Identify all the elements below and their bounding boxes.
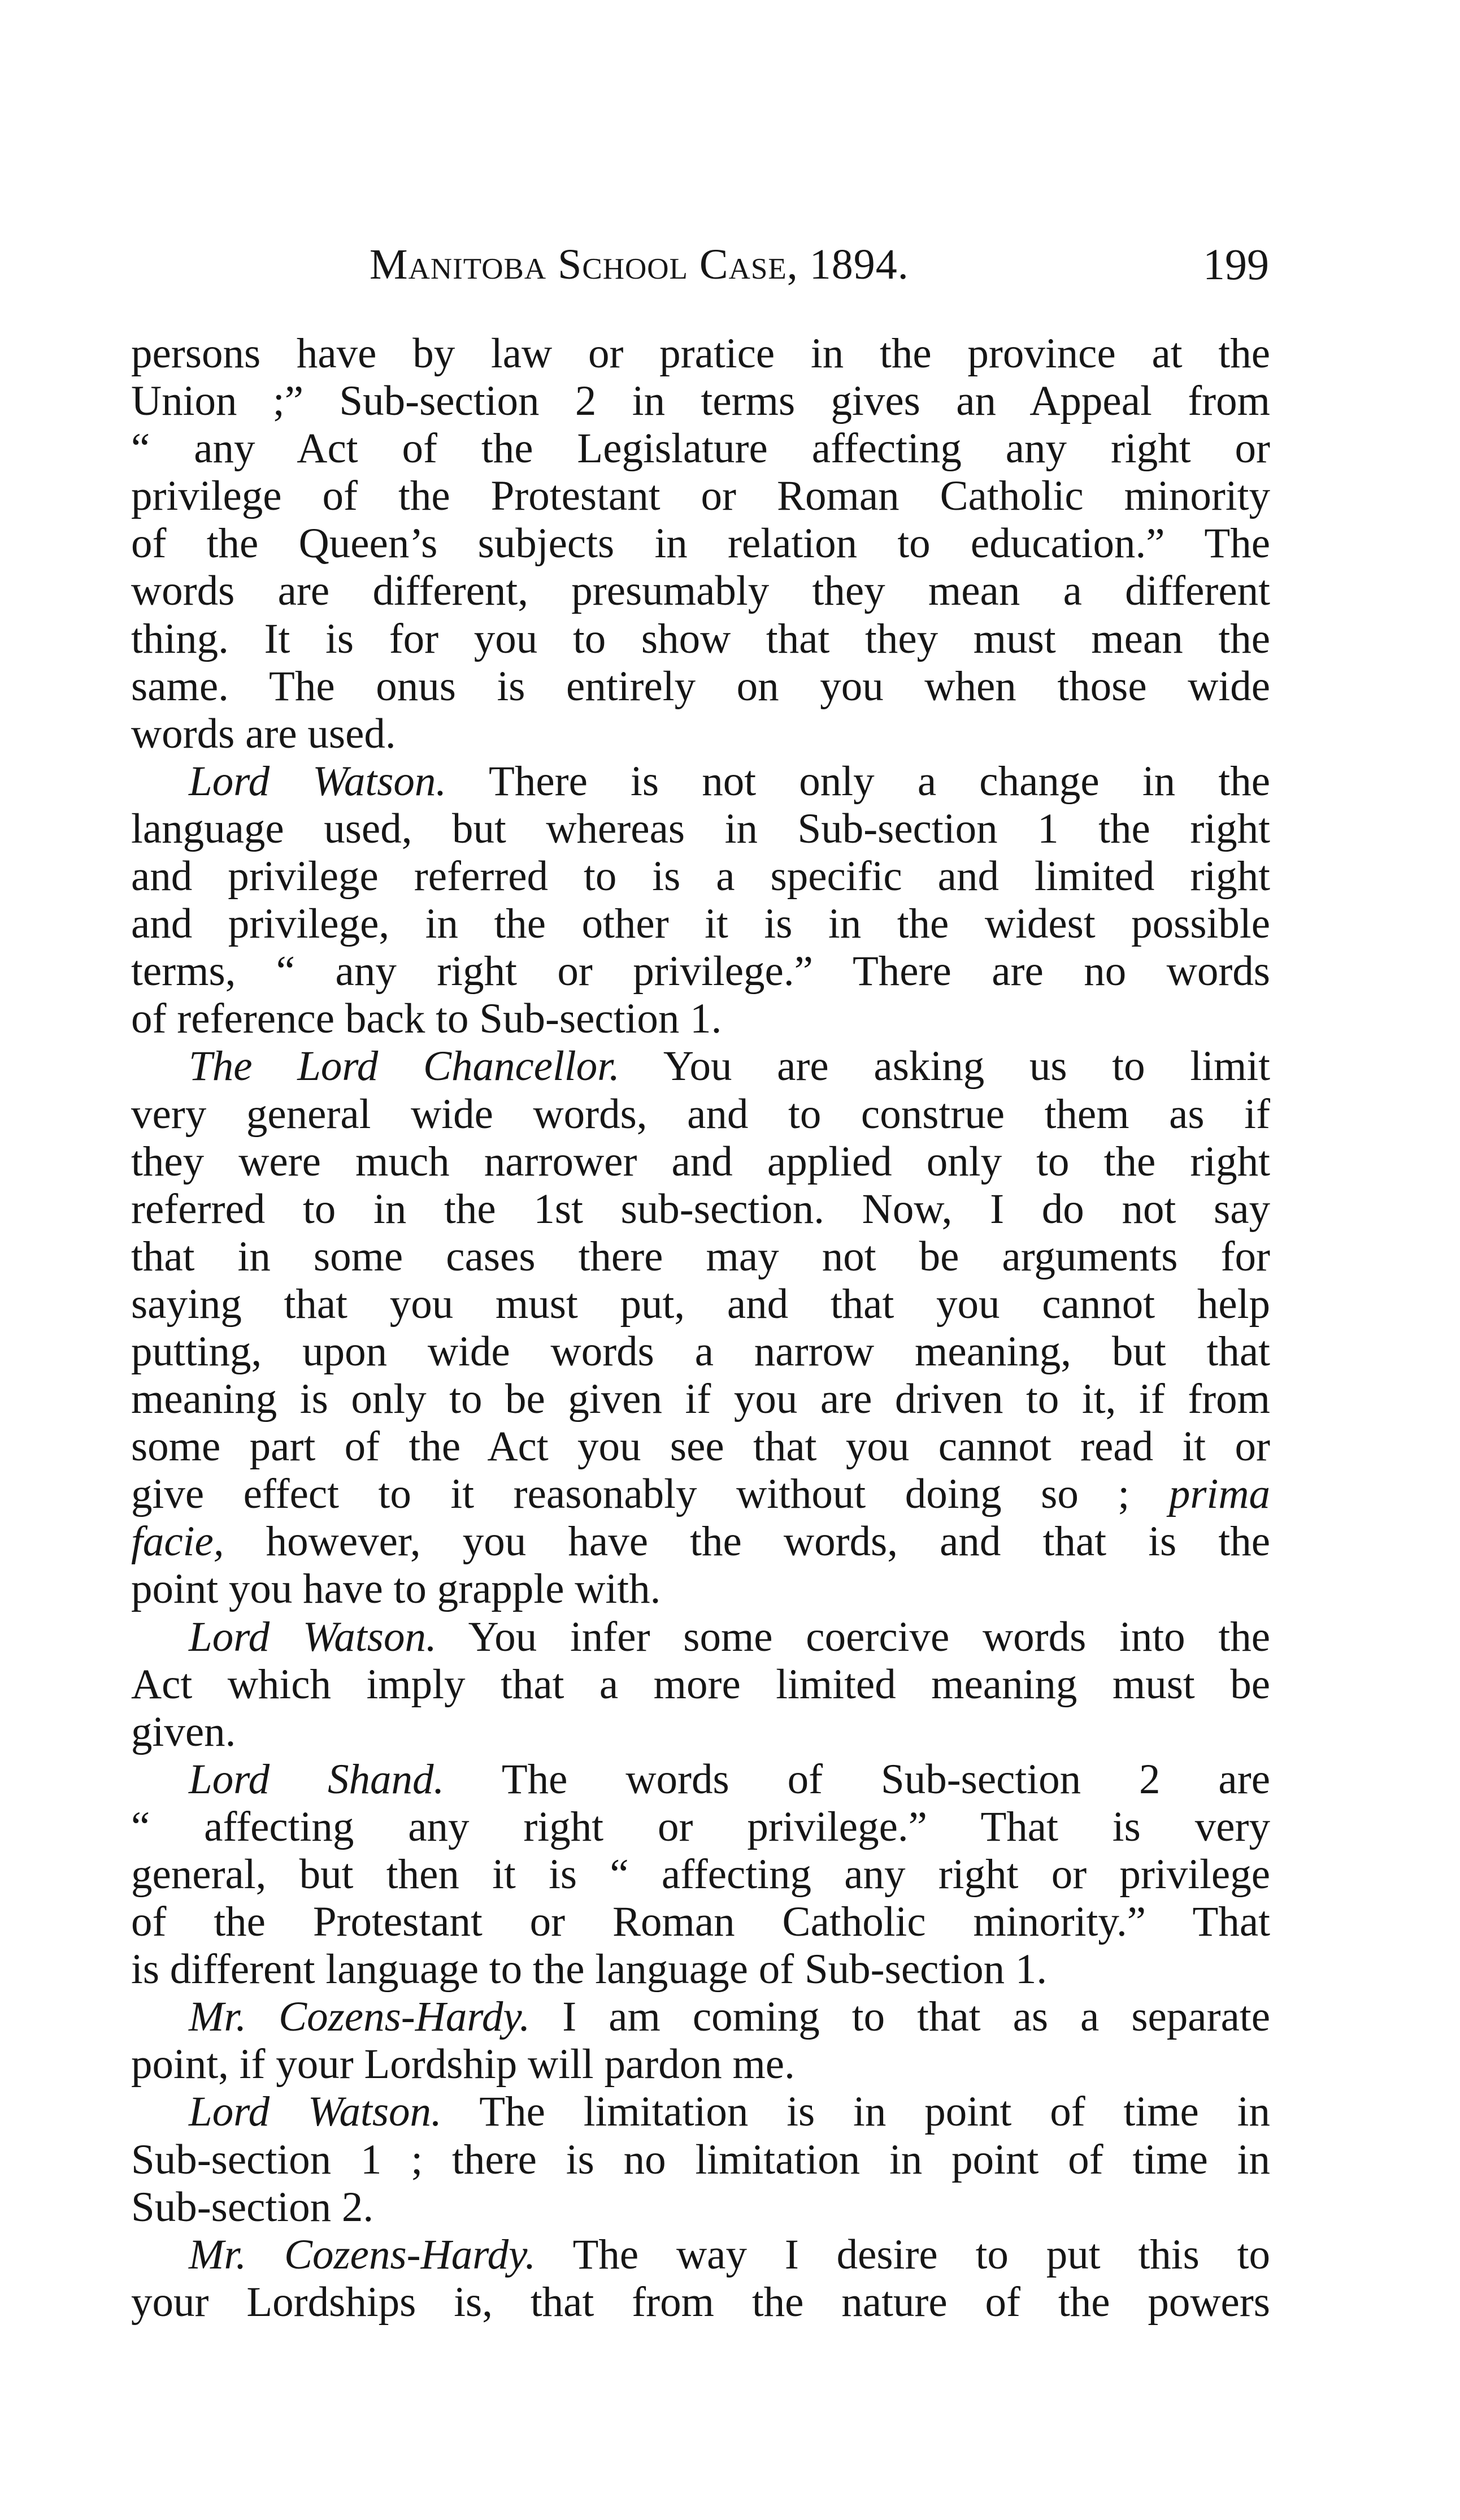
line-text: Act which imply that a more limited meaning must be [131, 1660, 1270, 1708]
line-text: You infer some coercive words into the [436, 1613, 1270, 1660]
line-text: of reference back to Sub-section 1. [131, 995, 722, 1043]
line-text: point, if your Lordship will pardon me. [131, 2041, 795, 2088]
text-line [131, 330, 1270, 378]
italic-text: prima [1168, 1471, 1270, 1518]
line-text: “ any Act of the Legislature affecting any right or [131, 425, 1270, 472]
line-text: There is not only a change in the [446, 757, 1270, 805]
text-line [131, 1614, 1270, 1661]
text-line [131, 2088, 1270, 2136]
italic-text: Mr. Cozens-Hardy. [189, 2231, 536, 2278]
italic-text: Lord Shand. [189, 1755, 445, 1803]
line-text: however, you have the words, and that is the [224, 1518, 1270, 1565]
text-line [131, 520, 1270, 567]
text-line [131, 710, 1270, 758]
text-line [131, 1898, 1270, 1946]
text-line [131, 2136, 1270, 2184]
italic-text: Mr. Cozens-Hardy. [189, 1993, 531, 2041]
line-text: referred to in the 1st sub-section. Now, I do not say [131, 1185, 1270, 1233]
line-text: persons have by law or pratice in the province at the [131, 330, 1270, 377]
line-text: of the Queen’s subjects in relation to education.” The [131, 520, 1270, 567]
line-text: putting, upon wide words a narrow meaning, but that [131, 1328, 1270, 1375]
line-text: The way I desire to put this to [536, 2231, 1270, 2278]
text-line [131, 567, 1270, 615]
text-line [131, 805, 1270, 853]
text-line [131, 1661, 1270, 1708]
line-text: same. The onus is entirely on you when those wide [131, 662, 1270, 710]
italic-text: Lord Watson. [189, 2088, 442, 2136]
line-text: privilege of the Protestant or Roman Catholic minority [131, 472, 1270, 520]
line-text: and privilege, in the other it is in the widest possible [131, 900, 1270, 948]
text-line [131, 1565, 1270, 1613]
text-line [131, 1803, 1270, 1851]
text-line [131, 1423, 1270, 1471]
line-text: saying that you must put, and that you cannot help [131, 1280, 1270, 1328]
line-text: You are asking us to limit [619, 1043, 1271, 1090]
text-line [131, 2041, 1270, 2088]
text-line [131, 900, 1270, 948]
text-line [131, 758, 1270, 805]
text-line [131, 1233, 1270, 1281]
line-text: Union ;” Sub-section 2 in terms gives an Appeal from [131, 378, 1270, 425]
line-text: Sub-section 2. [131, 2183, 374, 2231]
italic-text: Lord Watson. [189, 1613, 437, 1660]
text-line [131, 1281, 1270, 1328]
text-line [131, 1756, 1270, 1803]
text-line [131, 378, 1270, 425]
line-text: words are used. [131, 710, 396, 757]
text-line [131, 1946, 1270, 1993]
line-text: words are different, presumably they mean a different [131, 567, 1270, 615]
text-line [131, 1376, 1270, 1423]
page-number: 199 [1203, 240, 1269, 289]
line-text: and privilege referred to is a specific and limited right [131, 853, 1270, 900]
line-text: very general wide words, and to construe them as if [131, 1090, 1270, 1138]
italic-text: facie, [131, 1518, 224, 1565]
italic-text: Lord Watson. [189, 757, 447, 805]
text-line [131, 853, 1270, 900]
running-head [133, 236, 1269, 293]
text-line [131, 1518, 1270, 1565]
italic-text: The Lord Chancellor. [189, 1043, 620, 1090]
body-text [131, 330, 1270, 2326]
line-text: of the Protestant or Roman Catholic minority.” That [131, 1898, 1270, 1946]
line-text: given. [131, 1708, 236, 1755]
running-title: Manitoba School Case, 1894. [370, 241, 909, 288]
line-text: language used, but whereas in Sub-section 1 the right [131, 805, 1270, 852]
text-line [131, 1993, 1270, 2041]
line-text: point you have to grapple with. [131, 1565, 661, 1613]
line-text: The limitation is in point of time in [441, 2088, 1270, 2136]
line-text: your Lordships is, that from the nature of the powers [131, 2278, 1270, 2326]
line-text: general, but then it is “ affecting any right or privilege [131, 1851, 1270, 1898]
text-line [131, 1138, 1270, 1186]
text-line [131, 472, 1270, 520]
line-text: some part of the Act you see that you cannot read it or [131, 1423, 1270, 1471]
text-line [131, 425, 1270, 472]
text-line [131, 1471, 1270, 1518]
text-line [131, 995, 1270, 1043]
text-line [131, 1091, 1270, 1138]
line-text: that in some cases there may not be arguments for [131, 1233, 1270, 1280]
text-line [131, 2231, 1270, 2279]
line-text: meaning is only to be given if you are driven to it, if from [131, 1376, 1270, 1423]
line-text: is different language to the language of Sub-section 1. [131, 1946, 1048, 1993]
line-text: Sub-section 1 ; there is no limitation in point of time in [131, 2136, 1270, 2183]
text-line [131, 2184, 1270, 2231]
text-line [131, 615, 1270, 663]
line-text: The words of Sub-section 2 are [444, 1755, 1270, 1803]
text-line [131, 2279, 1270, 2326]
text-line [131, 663, 1270, 710]
line-text: terms, “ any right or privilege.” There are no words [131, 948, 1270, 995]
text-line [131, 1328, 1270, 1376]
text-line [131, 948, 1270, 995]
line-text: thing. It is for you to show that they must mean the [131, 615, 1270, 662]
line-text: I am coming to that as a separate [530, 1993, 1270, 2041]
line-text: give effect to it reasonably without doing so ; [131, 1471, 1169, 1518]
line-text: “ affecting any right or privilege.” That is very [131, 1803, 1270, 1850]
text-line [131, 1851, 1270, 1898]
line-text: they were much narrower and applied only to the right [131, 1138, 1270, 1185]
text-line [131, 1708, 1270, 1756]
text-line [131, 1186, 1270, 1233]
text-line [131, 1043, 1270, 1090]
